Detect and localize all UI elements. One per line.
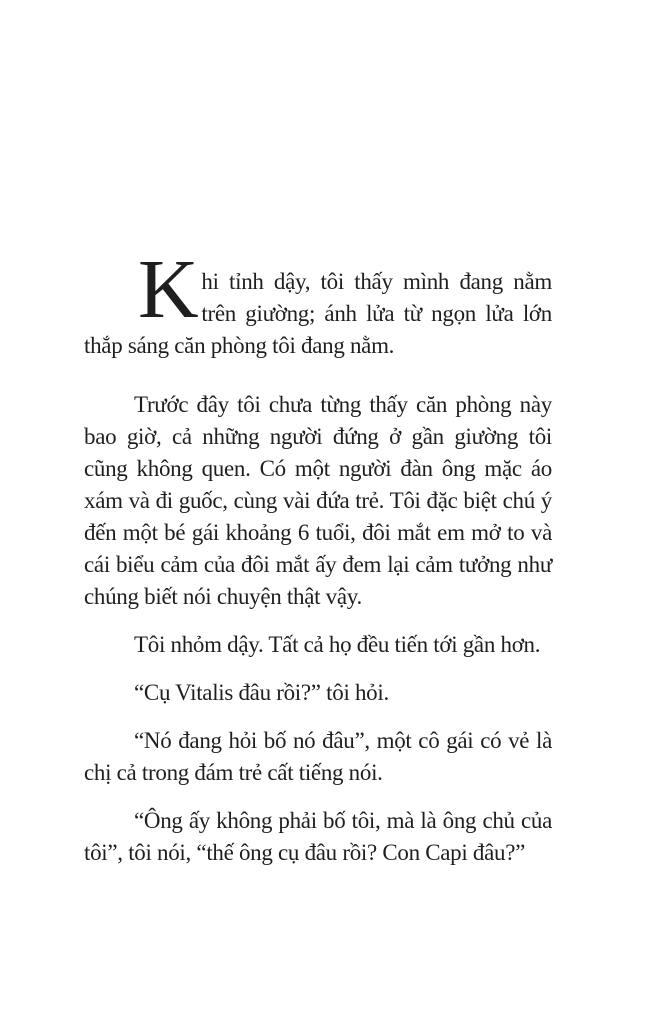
paragraph-opening (84, 243, 552, 362)
paragraph-dialogue: “Ông ấy không phải bố tôi, mà là ông chủ của tôi”, tôi nói, “thế ông cụ đâu rồi? Con Capi đâu?” (84, 808, 552, 865)
paragraph-text: hi tỉnh dậy, tôi thấy mình đang nằm trên giường; ánh lửa từ ngọn lửa lớn thắp sáng căn phòng tôi đang nằm. (84, 269, 552, 358)
paragraph-dialogue: “Nó đang hỏi bố nó đâu”, một cô gái có vẻ là chị cả trong đám trẻ cất tiếng nói. (84, 728, 552, 785)
paragraph: Tôi nhỏm dậy. Tất cả họ đều tiến tới gần hơn. (134, 632, 541, 657)
paragraph-dialogue: “Cụ Vitalis đâu rồi?” tôi hỏi. (134, 680, 389, 705)
paragraph: Trước đây tôi chưa từng thấy căn phòng này bao giờ, cả những người đứng ở gần giường tôi cũng không quen. Có một người đàn ông mặc áo xám và đi guốc, cùng vài đứa trẻ. Tôi đặc biệt chú ý đến một bé gái khoảng 6 tuổi, đôi mắt em mở to và cái biểu cảm của đôi mắt ấy đem lại cảm tưởng như chúng biết nói chuyện thật vậy. (84, 392, 552, 609)
page-text-block (84, 243, 552, 885)
drop-cap-letter: K (138, 243, 199, 336)
